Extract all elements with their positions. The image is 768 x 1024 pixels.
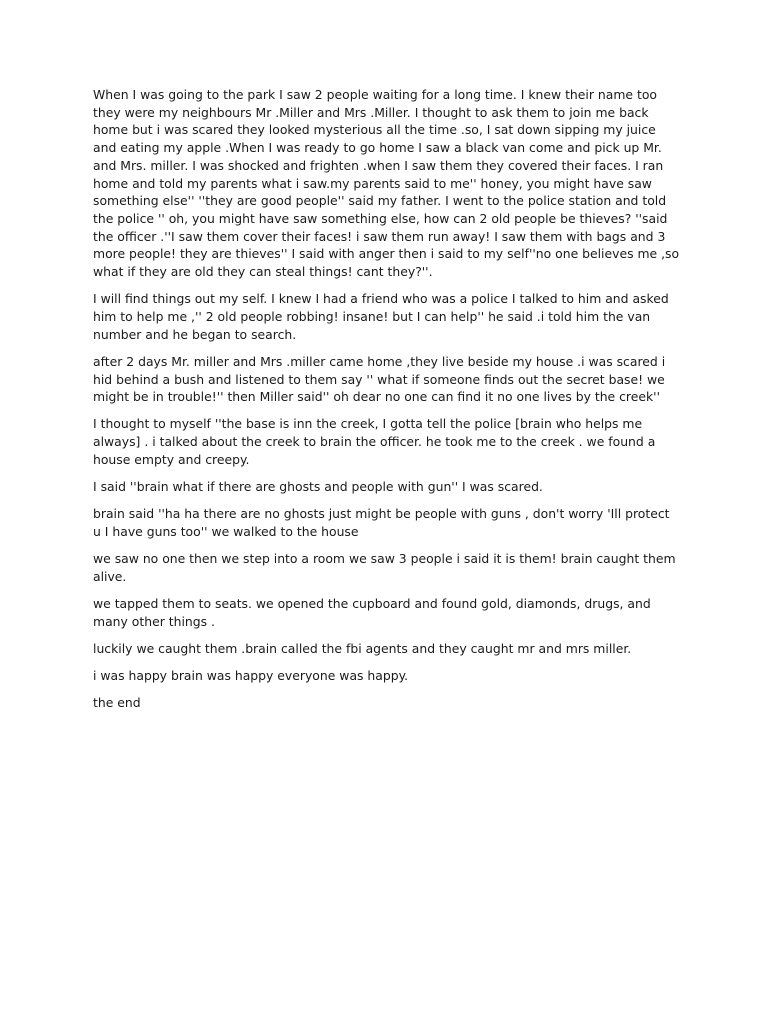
paragraph: I said ''brain what if there are ghosts and people with gun'' I was scared. xyxy=(93,479,543,495)
paragraph: brain said ''ha ha there are no ghosts just might be people with guns , don't worry 'Ill protect u I have guns too'' we walked to the house xyxy=(93,506,670,539)
story-body xyxy=(93,86,681,722)
paragraph: I thought to myself ''the base is inn the creek, I gotta tell the police [brain who helps me always] . i talked about the creek to brain the officer. he took me to the creek . we found a house empty and creepy. xyxy=(93,416,656,467)
paragraph: we saw no one then we step into a room we saw 3 people i said it is them! brain caught them alive. xyxy=(93,551,676,584)
paragraph: luckily we caught them .brain called the fbi agents and they caught mr and mrs miller. xyxy=(93,640,632,656)
paragraph: after 2 days Mr. miller and Mrs .miller came home ,they live beside my house .i was scared i hid behind a bush and listened to them say '' what if someone finds out the secret base! we might be in trouble!'' then Miller said'' oh dear no one can find it no one lives by the creek'' xyxy=(93,353,666,405)
paragraph: When I was going to the park I saw 2 people waiting for a long time. I knew their name too they were my neighbours Mr .Miller and Mrs .Miller. I thought to ask them to join me back home but i was scared they looked mysterious all the time .so, I sat down sipping my juice and eating my apple .When I was ready to go home I saw a black van come and pick up Mr. and Mrs. miller. I was shocked and frighten .when I saw them they covered their faces. I ran home and told my parents what i saw.my parents said to me'' honey, you might have saw something else'' ''they are good people'' said my father. I went to the police station and told the police '' oh, you might have saw something else, how can 2 old people be thieves? ''said the officer .''I saw them cover their faces! i saw them run away! I saw them with bags and 3 more people! they are thieves'' I said with anger then i said to my self''no one believes me ,so what if they are old they can steal things! cant they?''. xyxy=(93,87,680,280)
paragraph: the end xyxy=(93,695,141,711)
paragraph: I will find things out my self. I knew I had a friend who was a police I talked to him and asked him to help me ,'' 2 old people robbing! insane! but I can help'' he said .i told him the van number and he began to search. xyxy=(93,291,669,342)
paragraph: we tapped them to seats. we opened the cupboard and found gold, diamonds, drugs, and many other things . xyxy=(93,596,651,629)
paragraph: i was happy brain was happy everyone was happy. xyxy=(93,668,409,684)
